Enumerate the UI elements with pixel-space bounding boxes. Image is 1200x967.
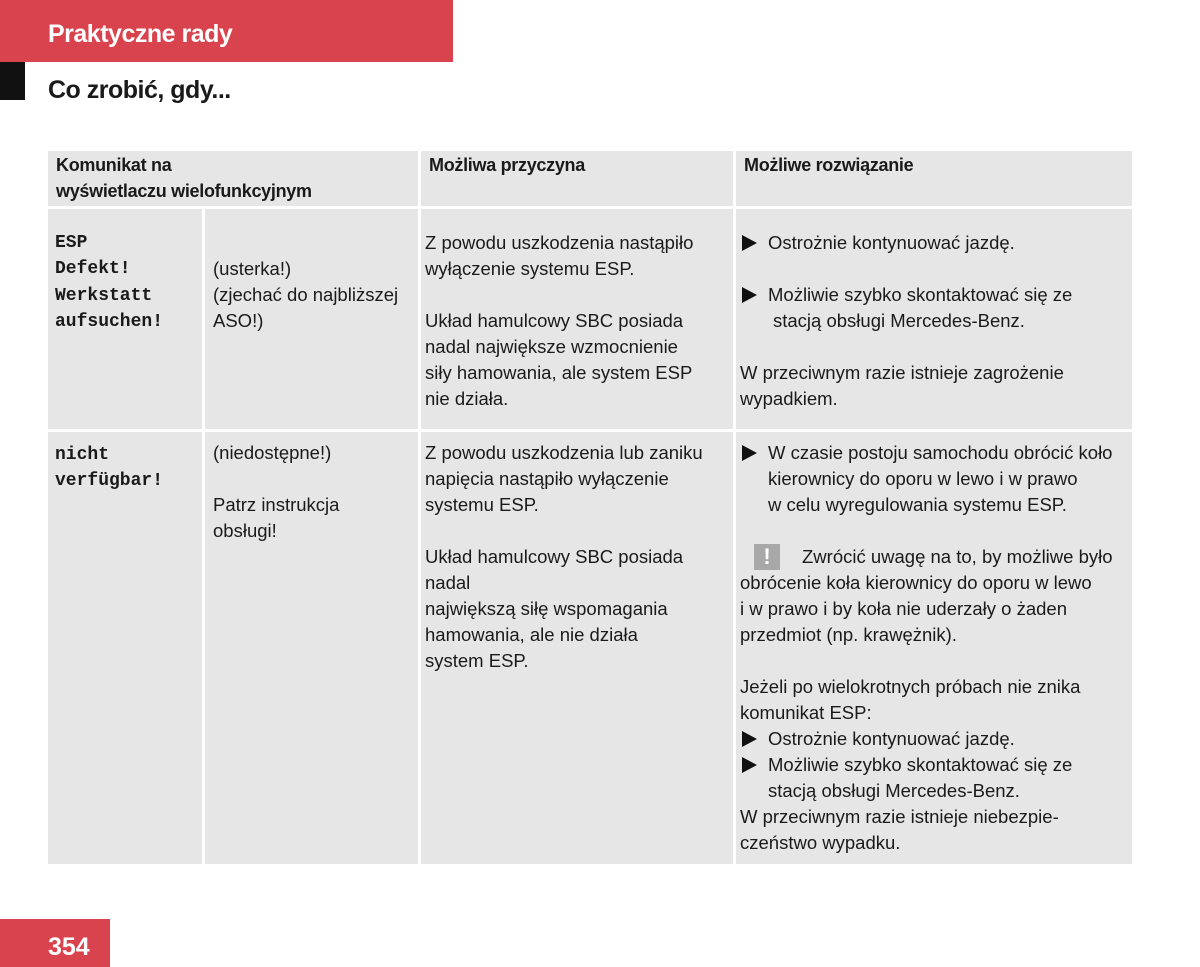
warning-text: obrócenie koła kierownicy do oporu w lewo — [740, 572, 1092, 593]
display-line: ESP — [55, 233, 88, 253]
header-message-line: wyświetlaczu wielofunkcyjnym — [56, 181, 312, 201]
cause-line: nie działa. — [425, 388, 509, 409]
arrow-bullet-icon — [742, 287, 757, 303]
solution-note: W przeciwnym razie istnieje zagrożenie — [740, 362, 1064, 383]
solution-step — [740, 282, 1128, 334]
row1-display-cell — [48, 209, 202, 429]
header-cause — [421, 151, 733, 206]
cause-line: Z powodu uszkodzenia lub zaniku — [425, 442, 703, 463]
cause-line: siły hamowania, ale system ESP — [425, 362, 693, 383]
step-text: Ostrożnie kontynuować jazdę. — [768, 728, 1015, 749]
cause-line: Układ hamulcowy SBC posiada — [425, 310, 684, 331]
solution-note: wypadkiem. — [740, 388, 838, 409]
cause-line: Układ hamulcowy SBC posiada nadal — [425, 546, 684, 593]
meaning-line: (niedostępne!) — [213, 442, 332, 463]
row1-cause-cell — [421, 209, 733, 429]
display-line: aufsuchen! — [55, 311, 164, 332]
solution-note: W przeciwnym razie istnieje niebezpie- — [740, 806, 1059, 827]
display-message — [55, 442, 196, 495]
cause-line: system ESP. — [425, 650, 529, 671]
header-cause-label: Możliwa przyczyna — [429, 155, 585, 175]
warning-text: Zwrócić uwagę na to, by możliwe było — [802, 546, 1113, 567]
arrow-bullet-icon — [742, 757, 757, 773]
arrow-bullet-icon — [742, 445, 757, 461]
display-line: nicht — [55, 445, 110, 465]
row1-meaning-cell — [205, 209, 418, 429]
row2-meaning-cell — [205, 432, 418, 864]
header-message — [48, 151, 418, 206]
solution-step — [740, 230, 1128, 256]
page-title: Co zrobić, gdy... — [48, 76, 231, 104]
header-message-line: Komunikat na — [56, 155, 172, 175]
meaning-line: ASO!) — [213, 310, 264, 331]
meaning-line: Patrz instrukcja — [213, 494, 340, 515]
page-number-tab — [0, 919, 110, 967]
step-text: stacją obsługi Mercedes-Benz. — [773, 310, 1025, 331]
cause-line: największą siłę wspomagania — [425, 598, 668, 619]
warning-icon: ! — [754, 544, 780, 570]
section-tab — [0, 0, 453, 62]
row2-display-cell — [48, 432, 202, 864]
step-text: w celu wyregulowania systemu ESP. — [768, 494, 1067, 515]
cause-line: wyłączenie systemu ESP. — [425, 258, 635, 279]
followup-text: komunikat ESP: — [740, 702, 872, 723]
display-line: Werkstatt — [55, 285, 153, 306]
page-number: 354 — [48, 933, 90, 961]
followup-text: Jeżeli po wielokrotnych próbach nie znika — [740, 676, 1081, 697]
meaning-line: obsługi! — [213, 520, 277, 541]
row1-solution-cell — [736, 209, 1132, 429]
warning-note — [740, 544, 1130, 570]
arrow-bullet-icon — [742, 235, 757, 251]
step-text: stacją obsługi Mercedes-Benz. — [768, 780, 1020, 801]
solution-note: czeństwo wypadku. — [740, 832, 901, 853]
warning-text: i w prawo i by koła nie uderzały o żaden — [740, 598, 1068, 619]
step-text: Ostrożnie kontynuować jazdę. — [768, 232, 1015, 253]
header-solution — [736, 151, 1132, 206]
display-line: verfügbar! — [55, 471, 164, 492]
step-text: Możliwie szybko skontaktować się ze — [768, 284, 1073, 305]
solution-step — [740, 440, 1130, 518]
cause-line: Z powodu uszkodzenia nastąpiło — [425, 232, 694, 253]
section-title: Praktyczne rady — [48, 20, 233, 48]
meaning-line: (usterka!) — [213, 258, 292, 279]
solution-step — [740, 726, 1130, 752]
solution-step — [740, 752, 1130, 804]
row2-solution-cell — [736, 432, 1132, 864]
header-solution-label: Możliwe rozwiązanie — [744, 155, 914, 175]
cause-line: napięcia nastąpiło wyłączenie — [425, 468, 669, 489]
cause-line: hamowania, ale nie działa — [425, 624, 638, 645]
step-text: W czasie postoju samochodu obrócić koło — [768, 442, 1113, 463]
step-text: Możliwie szybko skontaktować się ze — [768, 754, 1073, 775]
step-text: kierownicy do oporu w lewo i w prawo — [768, 468, 1078, 489]
arrow-bullet-icon — [742, 731, 757, 747]
display-message — [55, 230, 196, 335]
warning-text: przedmiot (np. krawężnik). — [740, 624, 957, 645]
row2-cause-cell — [421, 432, 733, 864]
display-line: Defekt! — [55, 259, 131, 280]
chapter-marker — [0, 62, 25, 100]
meaning-line: (zjechać do najbliższej — [213, 284, 399, 305]
cause-line: systemu ESP. — [425, 494, 539, 515]
troubleshooting-table — [48, 151, 1132, 864]
cause-line: nadal największe wzmocnienie — [425, 336, 678, 357]
